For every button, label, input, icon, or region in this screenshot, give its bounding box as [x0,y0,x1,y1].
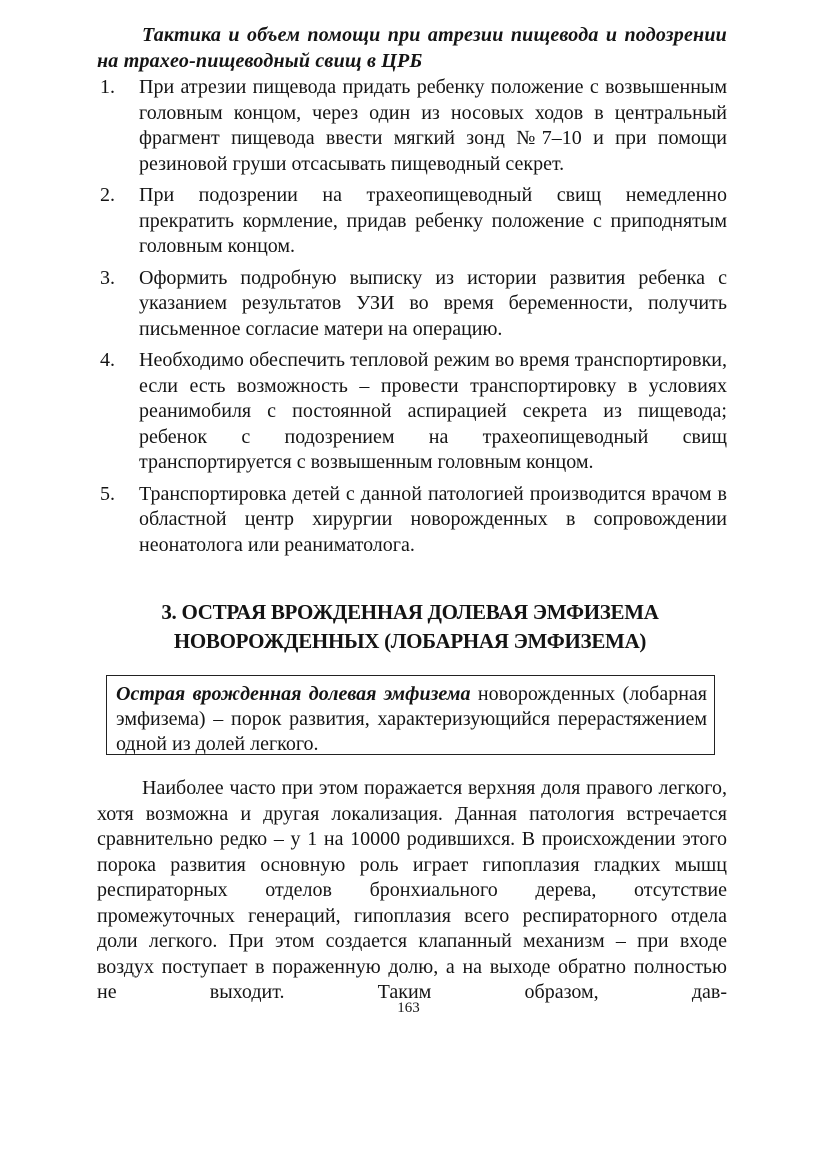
list-item-number: 2. [100,184,115,206]
subheading: Тактика и объем помощи при атрезии пищевода и подозрении на трахео-пищеводный свищ в ЦРБ [97,24,727,72]
list-item-number: 4. [100,349,115,371]
list-item [97,348,727,476]
section-title [110,598,710,656]
list-item-text: Оформить подробную выписку из истории развития ребенка с указанием результатов УЗИ во время беременности, получить письменное согласие матери на операцию. [139,266,727,340]
list-item-number: 5. [100,482,115,505]
definition-term: Острая врожденная долевая эмфизема [116,683,471,705]
section-title-line-1: 3. ОСТРАЯ ВРОЖДЕННАЯ ДОЛЕВАЯ ЭМФИЗЕМА [161,600,659,624]
definition-text: новорожденных (лобарная эмфизема) – порок развития, характеризующийся перерастяжением одной из долей легкого. [116,683,708,755]
list-item-text: Транспортировка детей с данной патологией производится врачом в областной центр хирургии новорожденных в сопровождении неонатолога или реаниматолога. [139,482,727,556]
list-item [97,183,727,260]
list-item [97,266,727,343]
list-item [97,75,727,177]
procedure-list [97,75,727,564]
list-item [97,482,727,559]
section-title-line-2: НОВОРОЖДЕННЫХ (ЛОБАРНАЯ ЭМФИЗЕМА) [173,629,647,653]
list-item-text: При подозрении на трахеопищеводный свищ немедленно прекратить кормление, придав ребенку положение с приподнятым головным концом. [139,184,727,257]
list-item-text: При атрезии пищевода придать ребенку положение с возвышенным головным концом, через один из носовых ходов в центральный фрагмент пищевода ввести мягкий зонд №7–10 и при помощи резиновой груши отсасывать пищеводный секрет. [139,76,727,175]
body-paragraph: Наиболее часто при этом поражается верхняя доля правого легкого, хотя возможна и другая локализация. Данная патология встречается сравнительно редко – у 1 на 10000 родившихся. В происхождении этого порока развития основную роль играет гипоплазия гладких мышц респираторных отделов бронхиального дерева, отсутствие промежуточных генераций, гипоплазия всего респираторного отдела доли легкого. При этом создается клапанный механизм – при входе воздух поступает в пораженную долю, а на выходе обратно полностью не выходит. Таким образом, дав- [97,777,727,1003]
list-item-number: 3. [100,266,115,289]
list-item-text: Необходимо обеспечить тепловой режим во время транспортировки, если есть возможность – провести транспортировку в условиях реанимобиля с постоянной аспирацией секрета из пищевода; ребенок с подозрением на трахеопищеводный свищ транспортируется с возвышенным головным концом. [139,349,727,473]
definition-box [106,675,715,755]
page-number: 163 [397,1000,420,1016]
list-item-number: 1. [100,76,115,98]
